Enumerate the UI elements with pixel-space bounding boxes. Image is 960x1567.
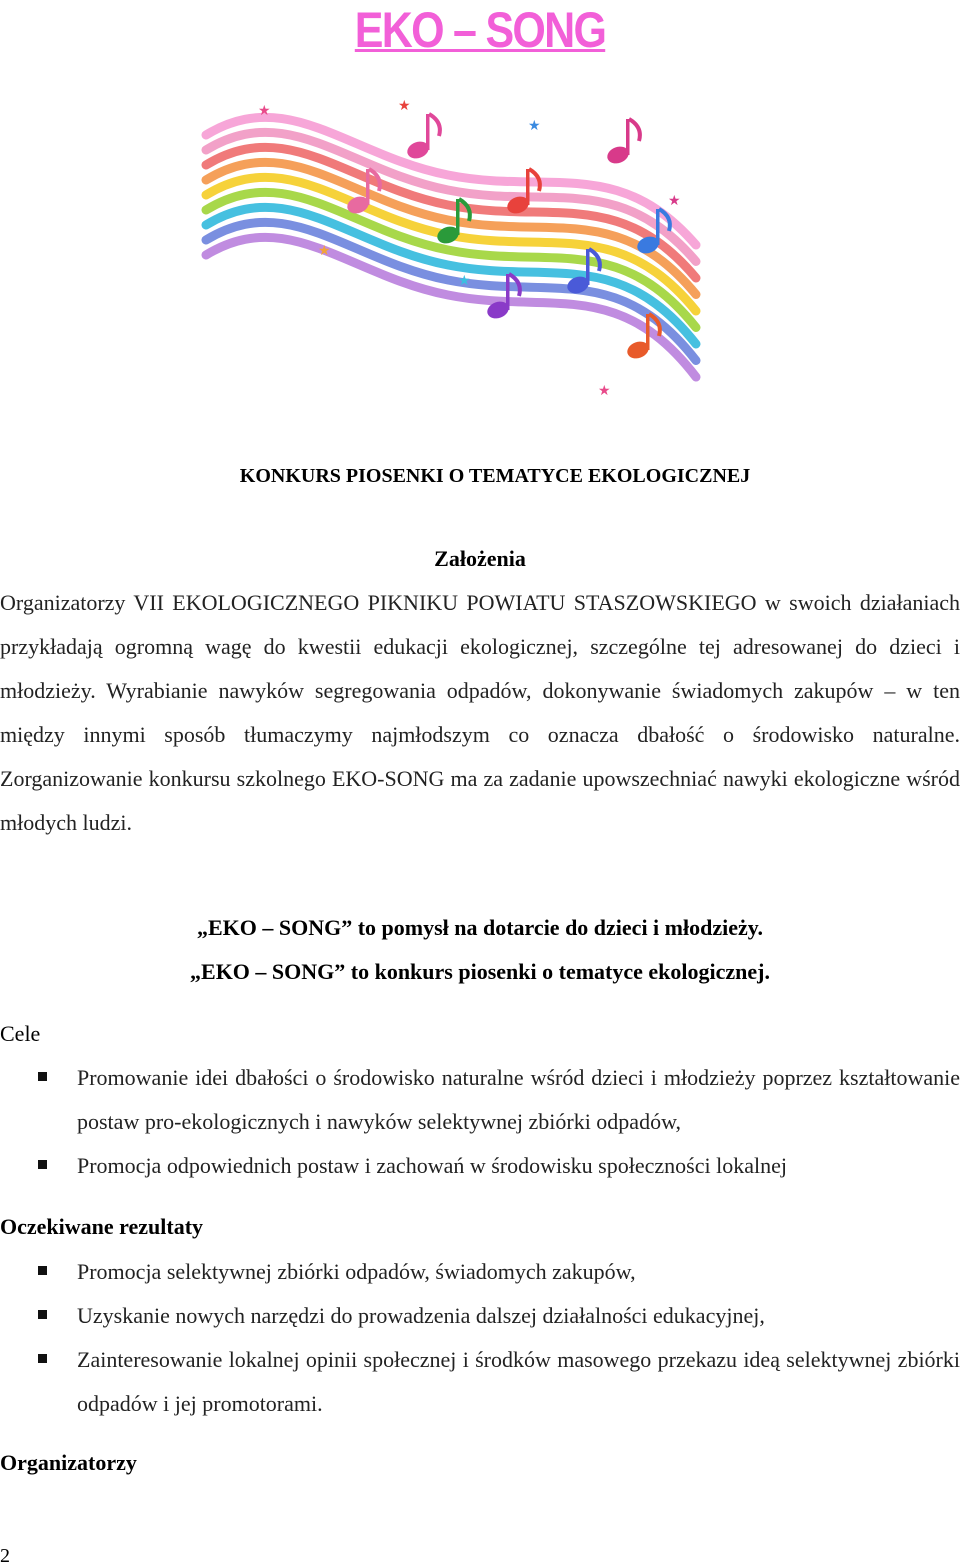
star-icon: ★ [258,103,271,119]
contest-heading: KONKURS PIOSENKI O TEMATYCE EKOLOGICZNEJ [239,465,751,487]
results-heading: Oczekiwane rezultaty [0,1214,204,1239]
square-bullet-icon [38,1266,47,1275]
slogan-2: „EKO – SONG” to konkurs piosenki o tematyce ekologicznej. [190,959,770,984]
list-item [0,1294,960,1338]
results-list [0,1250,960,1426]
square-bullet-icon [38,1310,47,1319]
square-bullet-icon [38,1072,47,1081]
list-item [0,1144,960,1188]
assumptions-heading: Założenia [434,546,526,571]
star-icon: ★ [598,383,611,399]
rainbow-music-staff-illustration [198,95,702,420]
intro-paragraph: Organizatorzy VII EKOLOGICZNEGO PIKNIKU POWIATU STASZOWSKIEGO w swoich działaniach przykładają ogromną wagę do kwestii edukacji ekologicznej, szczególne tej adresowanej do dzieci i młodzieży. Wyrabianie nawyków segregowania odpadów, dokonywanie świadomych zakupów – w ten między innymi sposób tłumaczymy najmłodszym co oznacza dbałość o środowisko naturalne. Zorganizowanie konkursu szkolnego EKO-SONG ma za zadanie upowszechniać nawyki ekologiczne wśród młodych ludzi. [0,590,960,835]
result-text: Uzyskanie nowych narzędzi do prowadzenia dalszej działalności edukacyjnej, [77,1303,765,1328]
document-title: EKO – SONG [354,2,606,58]
goal-text: Promowanie idei dbałości o środowisko naturalne wśród dzieci i młodzieży poprzez kształtowanie postaw pro-ekologicznych i nawyków selektywnej zbiórki odpadów, [77,1065,960,1134]
result-text: Promocja selektywnej zbiórki odpadów, świadomych zakupów, [77,1259,636,1284]
list-item [0,1250,960,1294]
square-bullet-icon [38,1354,47,1363]
list-item [0,1338,960,1426]
goal-text: Promocja odpowiednich postaw i zachowań w środowisku społeczności lokalnej [77,1153,787,1178]
slogan-1: „EKO – SONG” to pomysł na dotarcie do dzieci i młodzieży. [196,915,764,940]
music-note-icon [605,119,640,166]
goals-list [0,1056,960,1188]
goals-heading: Cele [0,1021,41,1046]
star-icon: ★ [318,243,331,259]
result-text: Zainteresowanie lokalnej opinii społecznej i środków masowego przekazu ideą selektywnej zbiórki odpadów i jej promotorami. [77,1347,960,1416]
list-item [0,1056,960,1144]
star-icon: ★ [668,193,681,209]
star-icon: ★ [458,273,471,289]
square-bullet-icon [38,1160,47,1169]
star-icon: ★ [528,118,541,134]
music-note-icon [405,114,440,161]
star-icon: ★ [398,98,411,114]
organizers-heading: Organizatorzy [0,1450,137,1475]
page-number: 2 [0,1545,10,1567]
